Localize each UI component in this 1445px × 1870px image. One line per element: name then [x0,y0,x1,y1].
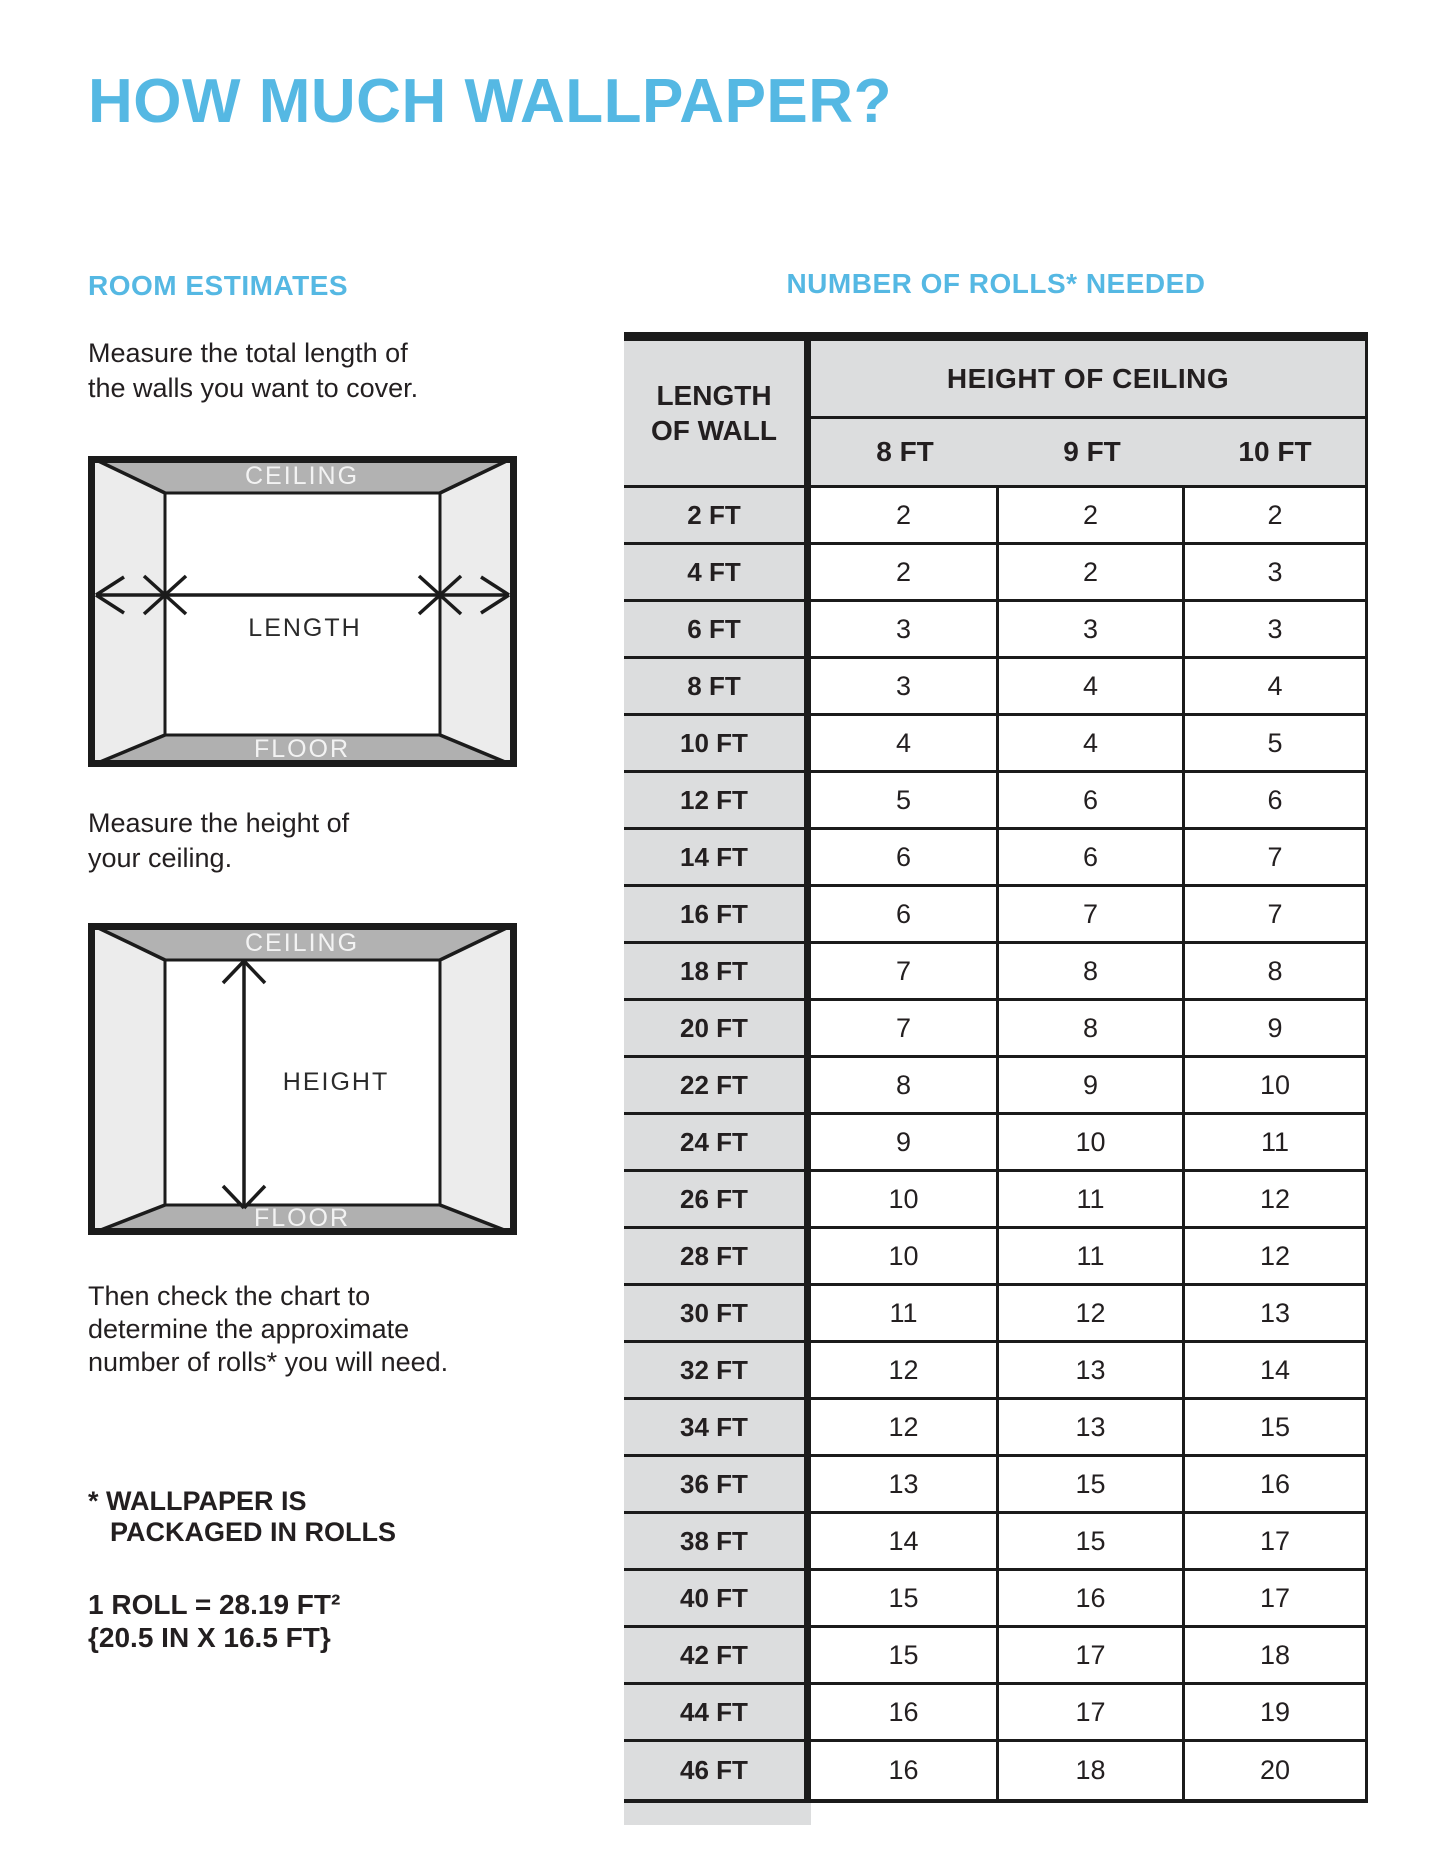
table-row [624,1685,1365,1742]
table-row [624,887,1365,944]
table-row [624,830,1365,887]
cell-value: 7 [811,1001,999,1055]
row-label: 30 FT [624,1286,811,1340]
diagram2-height-label: HEIGHT [282,1068,390,1096]
header-10ft: 10 FT [1238,436,1312,467]
table-row [624,1514,1365,1571]
cell-value: 15 [811,1628,999,1682]
row-label: 24 FT [624,1115,811,1169]
cell-value: 2 [999,488,1185,542]
row-label: 12 FT [624,773,811,827]
cell-value: 4 [999,659,1185,713]
table-row [624,944,1365,1001]
cell-value: 3 [811,659,999,713]
cell-value: 19 [1185,1685,1365,1739]
instruction-check-chart: Then check the chart to determine the approximate number of rolls* you will need. [88,1281,449,1377]
cell-value: 3 [1185,602,1365,656]
row-label: 36 FT [624,1457,811,1511]
cell-value: 6 [811,887,999,941]
diagram1-ceiling-label: CEILING [244,462,360,490]
row-label: 18 FT [624,944,811,998]
roll-size-note: 1 ROLL = 28.19 FT² {20.5 IN X 16.5 FT} [88,1589,341,1653]
diagram2-floor-label: FLOOR [253,1204,351,1232]
row-label: 4 FT [624,545,811,599]
cell-value: 11 [811,1286,999,1340]
diagram1-floor-label: FLOOR [253,735,351,763]
cell-value: 11 [1185,1115,1365,1169]
cell-value: 14 [1185,1343,1365,1397]
table-heading: NUMBER OF ROLLS* NEEDED [786,268,1206,299]
table-row [624,773,1365,830]
row-label: 8 FT [624,659,811,713]
header-length-of-wall: LENGTH OF WALL [624,341,811,485]
row-label: 40 FT [624,1571,811,1625]
table-header [624,341,1365,488]
cell-value: 9 [999,1058,1185,1112]
row-label: 42 FT [624,1628,811,1682]
room-diagram-length [88,456,517,767]
row-label: 10 FT [624,716,811,770]
cell-value: 10 [811,1172,999,1226]
table-row [624,1172,1365,1229]
row-label: 2 FT [624,488,811,542]
cell-value: 12 [811,1400,999,1454]
cell-value: 10 [811,1229,999,1283]
footnote-wallpaper-rolls: * WALLPAPER IS PACKAGED IN ROLLS [88,1486,397,1547]
cell-value: 18 [1185,1628,1365,1682]
cell-value: 12 [811,1343,999,1397]
table-row [624,545,1365,602]
cell-value: 3 [811,602,999,656]
instruction-measure-height: Measure the height of your ceiling. [88,808,350,873]
header-9ft: 9 FT [1063,436,1121,467]
row-label: 26 FT [624,1172,811,1226]
cell-value: 3 [999,602,1185,656]
row-label: 44 FT [624,1685,811,1739]
table-body [624,488,1365,1799]
cell-value: 17 [999,1685,1185,1739]
cell-value: 7 [1185,830,1365,884]
diagram1-length-label: LENGTH [248,614,362,642]
row-label: 34 FT [624,1400,811,1454]
cell-value: 6 [1185,773,1365,827]
cell-value: 7 [1185,887,1365,941]
table-row [624,659,1365,716]
cell-value: 13 [811,1457,999,1511]
cell-value: 16 [999,1571,1185,1625]
cell-value: 2 [811,545,999,599]
cell-value: 6 [811,830,999,884]
cell-value: 5 [1185,716,1365,770]
cell-value: 17 [999,1628,1185,1682]
cell-value: 8 [999,944,1185,998]
cell-value: 13 [999,1343,1185,1397]
table-row [624,1058,1365,1115]
header-right-block [811,341,1365,485]
row-label: 6 FT [624,602,811,656]
table-row [624,1742,1365,1799]
cell-value: 7 [811,944,999,998]
cell-value: 12 [999,1286,1185,1340]
cell-value: 6 [999,773,1185,827]
cell-value: 4 [999,716,1185,770]
cell-value: 12 [1185,1172,1365,1226]
table-row [624,1628,1365,1685]
cell-value: 16 [811,1685,999,1739]
cell-value: 13 [999,1400,1185,1454]
table-row [624,1343,1365,1400]
cell-value: 2 [999,545,1185,599]
cell-value: 11 [999,1229,1185,1283]
row-label: 46 FT [624,1742,811,1799]
row-label: 22 FT [624,1058,811,1112]
table-row [624,716,1365,773]
table-row [624,1229,1365,1286]
cell-value: 14 [811,1514,999,1568]
cell-value: 12 [1185,1229,1365,1283]
row-label: 14 FT [624,830,811,884]
page-title: HOW MUCH WALLPAPER? [88,67,892,136]
row-label: 32 FT [624,1343,811,1397]
cell-value: 13 [1185,1286,1365,1340]
cell-value: 10 [999,1115,1185,1169]
table-row [624,488,1365,545]
table-row [624,1001,1365,1058]
row-label: 38 FT [624,1514,811,1568]
diagram2-ceiling-label: CEILING [244,929,360,957]
cell-value: 2 [811,488,999,542]
room-diagram-height [88,923,517,1235]
cell-value: 9 [1185,1001,1365,1055]
table-left-column-stub [624,1803,811,1825]
cell-value: 2 [1185,488,1365,542]
row-label: 20 FT [624,1001,811,1055]
cell-value: 16 [1185,1457,1365,1511]
cell-value: 7 [999,887,1185,941]
instruction-measure-length: Measure the total length of the walls you want to cover. [88,338,419,403]
cell-value: 15 [999,1514,1185,1568]
cell-value: 6 [999,830,1185,884]
cell-value: 15 [999,1457,1185,1511]
table-row [624,1571,1365,1628]
cell-value: 8 [1185,944,1365,998]
table-row [624,602,1365,659]
cell-value: 15 [1185,1400,1365,1454]
row-label: 16 FT [624,887,811,941]
cell-value: 8 [811,1058,999,1112]
header-subrow [811,419,1365,485]
cell-value: 9 [811,1115,999,1169]
row-label: 28 FT [624,1229,811,1283]
table-row [624,1286,1365,1343]
cell-value: 11 [999,1172,1185,1226]
rolls-table [624,332,1368,1803]
header-height-of-ceiling: HEIGHT OF CEILING [811,341,1365,419]
cell-value: 10 [1185,1058,1365,1112]
cell-value: 4 [811,716,999,770]
cell-value: 17 [1185,1571,1365,1625]
table-row [624,1115,1365,1172]
cell-value: 16 [811,1742,999,1799]
cell-value: 4 [1185,659,1365,713]
cell-value: 20 [1185,1742,1365,1799]
section-heading-room-estimates: ROOM ESTIMATES [88,270,349,301]
cell-value: 18 [999,1742,1185,1799]
cell-value: 17 [1185,1514,1365,1568]
header-8ft: 8 FT [876,436,934,467]
cell-value: 3 [1185,545,1365,599]
cell-value: 5 [811,773,999,827]
cell-value: 15 [811,1571,999,1625]
table-row [624,1400,1365,1457]
table-row [624,1457,1365,1514]
cell-value: 8 [999,1001,1185,1055]
